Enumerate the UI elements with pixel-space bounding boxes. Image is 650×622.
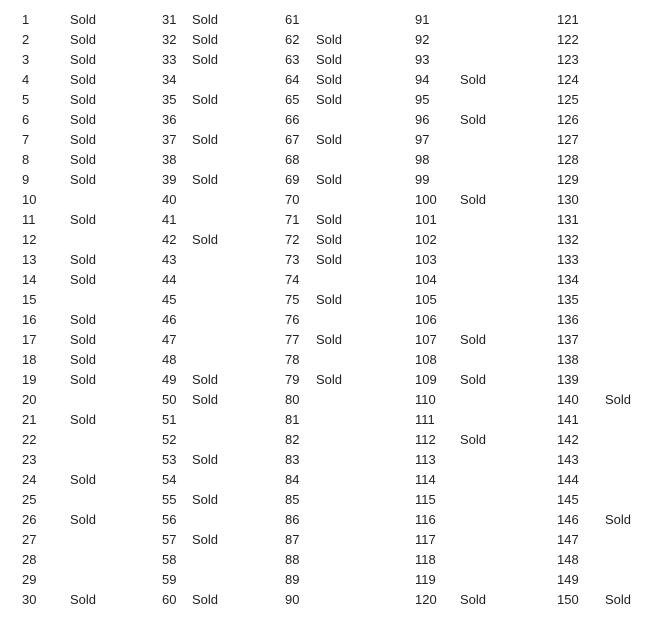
ticket-number: 127 [557, 132, 579, 147]
ticket-number: 80 [285, 392, 300, 407]
ticket-number: 40 [162, 192, 177, 207]
sold-status: Sold [70, 132, 97, 147]
ticket-number: 71 [285, 212, 300, 227]
ticket-number: 1 [22, 12, 30, 27]
ticket-number: 87 [285, 532, 300, 547]
ticket-number: 30 [22, 592, 37, 607]
ticket-number: 2 [22, 32, 30, 47]
ticket-number: 124 [557, 72, 579, 87]
ticket-number: 16 [22, 312, 37, 327]
sold-status: Sold [192, 392, 219, 407]
sold-status: Sold [460, 112, 487, 127]
ticket-number: 72 [285, 232, 300, 247]
ticket-number: 145 [557, 492, 579, 507]
ticket-number: 25 [22, 492, 37, 507]
ticket-number: 23 [22, 452, 37, 467]
sold-status: Sold [70, 592, 97, 607]
ticket-number: 35 [162, 92, 177, 107]
ticket-number: 125 [557, 92, 579, 107]
ticket-number: 33 [162, 52, 177, 67]
ticket-number: 22 [22, 432, 37, 447]
ticket-number: 119 [415, 572, 436, 587]
ticket-number: 131 [557, 212, 579, 227]
ticket-number: 15 [22, 292, 37, 307]
ticket-number: 149 [557, 572, 579, 587]
ticket-number: 36 [162, 112, 177, 127]
sold-status: Sold [70, 412, 97, 427]
ticket-number: 142 [557, 432, 579, 447]
ticket-number: 9 [22, 172, 30, 187]
sold-status: Sold [316, 92, 343, 107]
ticket-number: 112 [415, 432, 436, 447]
sold-status: Sold [192, 452, 219, 467]
ticket-number: 44 [162, 272, 177, 287]
ticket-number: 114 [415, 472, 436, 487]
ticket-number: 85 [285, 492, 300, 507]
ticket-number: 93 [415, 52, 430, 67]
ticket-number: 117 [415, 532, 436, 547]
ticket-number: 38 [162, 152, 177, 167]
ticket-number: 144 [557, 472, 579, 487]
ticket-number: 61 [285, 12, 300, 27]
ticket-number: 59 [162, 572, 177, 587]
sold-status: Sold [460, 72, 487, 87]
ticket-number: 138 [557, 352, 579, 367]
ticket-number: 19 [22, 372, 37, 387]
ticket-number: 146 [557, 512, 579, 527]
sold-status: Sold [460, 192, 487, 207]
ticket-number: 118 [415, 552, 436, 567]
ticket-number: 6 [22, 112, 30, 127]
sold-status: Sold [316, 292, 343, 307]
sold-status: Sold [192, 592, 219, 607]
ticket-number: 129 [557, 172, 579, 187]
ticket-number: 91 [415, 12, 430, 27]
ticket-number: 46 [162, 312, 177, 327]
sold-status: Sold [192, 492, 219, 507]
sold-status: Sold [70, 172, 97, 187]
ticket-number: 148 [557, 552, 579, 567]
ticket-number: 32 [162, 32, 177, 47]
ticket-number: 48 [162, 352, 177, 367]
sold-status: Sold [70, 352, 97, 367]
ticket-number: 102 [415, 232, 437, 247]
ticket-number: 150 [557, 592, 579, 607]
sold-status: Sold [192, 372, 219, 387]
ticket-number: 84 [285, 472, 300, 487]
sold-status: Sold [70, 252, 97, 267]
sold-status: Sold [316, 172, 343, 187]
ticket-number: 109 [415, 372, 437, 387]
sold-status: Sold [70, 12, 97, 27]
ticket-number: 89 [285, 572, 300, 587]
sold-status: Sold [316, 252, 343, 267]
ticket-number: 137 [557, 332, 579, 347]
ticket-number: 100 [415, 192, 437, 207]
ticket-number: 54 [162, 472, 177, 487]
ticket-number: 108 [415, 352, 437, 367]
ticket-number: 53 [162, 452, 177, 467]
ticket-number: 116 [415, 512, 436, 527]
ticket-number: 78 [285, 352, 300, 367]
ticket-number: 136 [557, 312, 579, 327]
sold-status: Sold [70, 332, 97, 347]
ticket-number: 126 [557, 112, 579, 127]
ticket-number: 17 [22, 332, 37, 347]
sold-status: Sold [316, 372, 343, 387]
sold-status: Sold [460, 372, 487, 387]
ticket-number: 121 [557, 12, 579, 27]
ticket-number: 65 [285, 92, 300, 107]
ticket-number: 128 [557, 152, 579, 167]
ticket-number: 77 [285, 332, 300, 347]
sold-status: Sold [70, 372, 97, 387]
sold-status: Sold [70, 272, 97, 287]
ticket-number: 88 [285, 552, 300, 567]
ticket-number: 50 [162, 392, 177, 407]
ticket-number: 133 [557, 252, 579, 267]
sold-status: Sold [605, 392, 632, 407]
ticket-number: 55 [162, 492, 177, 507]
sold-status: Sold [192, 172, 219, 187]
ticket-number: 110 [415, 392, 436, 407]
sold-status: Sold [70, 32, 97, 47]
ticket-number: 8 [22, 152, 30, 167]
sold-status: Sold [460, 432, 487, 447]
sold-status: Sold [192, 32, 219, 47]
sold-status: Sold [70, 52, 97, 67]
ticket-number: 97 [415, 132, 430, 147]
ticket-number: 96 [415, 112, 430, 127]
sold-status: Sold [605, 592, 632, 607]
sold-status: Sold [70, 92, 97, 107]
ticket-number: 69 [285, 172, 300, 187]
ticket-number: 12 [22, 232, 37, 247]
ticket-number: 130 [557, 192, 579, 207]
ticket-number: 123 [557, 52, 579, 67]
ticket-number: 7 [22, 132, 30, 147]
ticket-number: 13 [22, 252, 37, 267]
sold-status: Sold [70, 472, 97, 487]
ticket-number: 135 [557, 292, 579, 307]
ticket-number: 41 [162, 212, 177, 227]
ticket-number: 70 [285, 192, 300, 207]
ticket-number: 120 [415, 592, 437, 607]
sold-status: Sold [70, 152, 97, 167]
sold-status: Sold [316, 232, 343, 247]
ticket-number: 63 [285, 52, 300, 67]
ticket-number: 111 [415, 412, 435, 427]
ticket-number: 5 [22, 92, 30, 107]
ticket-number: 141 [557, 412, 579, 427]
ticket-number: 45 [162, 292, 177, 307]
ticket-number: 101 [415, 212, 437, 227]
sold-status: Sold [70, 212, 97, 227]
ticket-number: 34 [162, 72, 177, 87]
sold-status: Sold [316, 52, 343, 67]
ticket-number: 29 [22, 572, 37, 587]
ticket-number: 57 [162, 532, 177, 547]
ticket-number: 51 [162, 412, 177, 427]
sold-status: Sold [192, 52, 219, 67]
sold-status: Sold [70, 72, 97, 87]
ticket-number: 147 [557, 532, 579, 547]
sold-status: Sold [192, 232, 219, 247]
ticket-number: 132 [557, 232, 579, 247]
ticket-number: 28 [22, 552, 37, 567]
sold-status: Sold [316, 72, 343, 87]
ticket-number: 60 [162, 592, 177, 607]
sold-status: Sold [316, 32, 343, 47]
ticket-number: 42 [162, 232, 177, 247]
ticket-number: 82 [285, 432, 300, 447]
ticket-number: 56 [162, 512, 177, 527]
sold-status: Sold [460, 332, 487, 347]
ticket-number: 95 [415, 92, 430, 107]
sold-status: Sold [70, 112, 97, 127]
ticket-number: 98 [415, 152, 430, 167]
ticket-number: 99 [415, 172, 430, 187]
ticket-number: 106 [415, 312, 437, 327]
sold-status: Sold [316, 132, 343, 147]
ticket-number: 62 [285, 32, 300, 47]
ticket-number: 37 [162, 132, 177, 147]
ticket-number: 104 [415, 272, 437, 287]
ticket-number: 20 [22, 392, 37, 407]
sold-status: Sold [316, 332, 343, 347]
ticket-number: 76 [285, 312, 300, 327]
ticket-number: 134 [557, 272, 579, 287]
ticket-number: 21 [22, 412, 37, 427]
ticket-number: 79 [285, 372, 300, 387]
sold-status: Sold [316, 212, 343, 227]
sold-status: Sold [192, 132, 219, 147]
sold-status: Sold [192, 532, 219, 547]
ticket-number: 4 [22, 72, 30, 87]
ticket-number: 14 [22, 272, 37, 287]
ticket-number: 81 [285, 412, 300, 427]
ticket-number: 105 [415, 292, 437, 307]
sold-status: Sold [460, 592, 487, 607]
ticket-number: 115 [415, 492, 436, 507]
sold-status: Sold [192, 12, 219, 27]
ticket-number: 58 [162, 552, 177, 567]
sold-status: Sold [605, 512, 632, 527]
ticket-number: 11 [22, 212, 36, 227]
ticket-number: 39 [162, 172, 177, 187]
ticket-number: 94 [415, 72, 430, 87]
ticket-number: 49 [162, 372, 177, 387]
ticket-number: 139 [557, 372, 579, 387]
ticket-number: 90 [285, 592, 300, 607]
ticket-number: 66 [285, 112, 300, 127]
ticket-number: 52 [162, 432, 177, 447]
ticket-number: 113 [415, 452, 436, 467]
ticket-number: 103 [415, 252, 437, 267]
ticket-number: 27 [22, 532, 37, 547]
ticket-number: 67 [285, 132, 300, 147]
ticket-number: 83 [285, 452, 300, 467]
ticket-number: 68 [285, 152, 300, 167]
ticket-number: 143 [557, 452, 579, 467]
sold-status: Sold [192, 92, 219, 107]
sold-status: Sold [70, 512, 97, 527]
ticket-number: 107 [415, 332, 437, 347]
ticket-number: 122 [557, 32, 579, 47]
ticket-number: 24 [22, 472, 37, 487]
ticket-number: 86 [285, 512, 300, 527]
ticket-number: 64 [285, 72, 300, 87]
ticket-number: 43 [162, 252, 177, 267]
ticket-number: 31 [162, 12, 177, 27]
ticket-number: 18 [22, 352, 37, 367]
ticket-number: 3 [22, 52, 30, 67]
ticket-number: 47 [162, 332, 177, 347]
ticket-number: 92 [415, 32, 430, 47]
sold-status: Sold [70, 312, 97, 327]
ticket-number: 74 [285, 272, 300, 287]
ticket-number: 140 [557, 392, 579, 407]
ticket-number: 10 [22, 192, 37, 207]
ticket-number: 26 [22, 512, 37, 527]
ticket-number: 75 [285, 292, 300, 307]
ticket-number: 73 [285, 252, 300, 267]
